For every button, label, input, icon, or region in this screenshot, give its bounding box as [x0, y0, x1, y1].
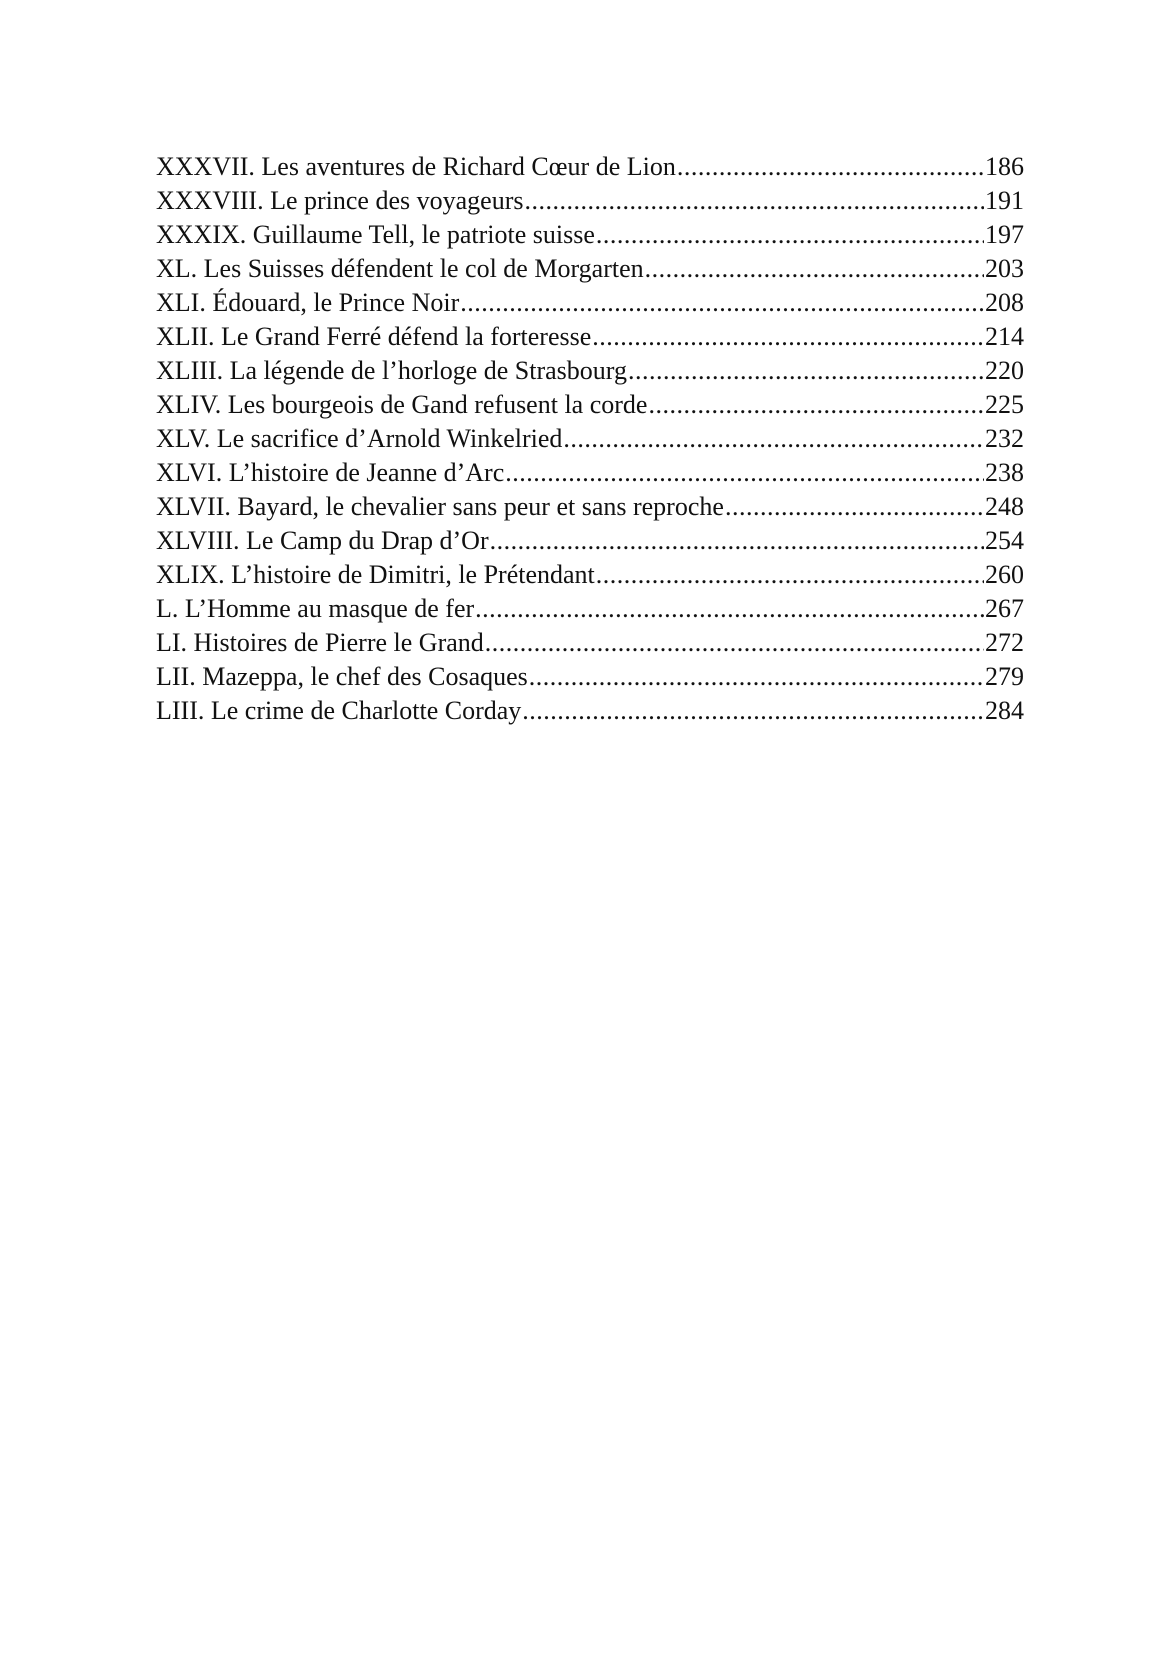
toc-entry — [156, 456, 1024, 490]
toc-entry-page: 254 — [985, 526, 1024, 555]
toc-entry-title: XLVIII. Le Camp du Drap d’Or — [156, 526, 489, 555]
toc-entry-title: LI. Histoires de Pierre le Grand — [156, 628, 484, 657]
toc-dot-leader — [490, 524, 984, 558]
toc-dot-leader — [592, 320, 984, 354]
toc-entry-title: LII. Mazeppa, le chef des Cosaques — [156, 662, 528, 691]
toc-entry-page: 203 — [985, 254, 1024, 283]
toc-entry — [156, 524, 1024, 558]
toc-entry-title: LIII. Le crime de Charlotte Corday — [156, 696, 522, 725]
toc-entry-page: 225 — [985, 390, 1024, 419]
toc-entry-page: 191 — [985, 186, 1024, 215]
toc-entry-page: 260 — [985, 560, 1024, 589]
toc-entry-title: XLI. Édouard, le Prince Noir — [156, 288, 460, 317]
toc-dot-leader — [529, 660, 984, 694]
toc-entry-title: XXXVII. Les aventures de Richard Cœur de Lion — [156, 152, 676, 181]
toc-entry-page: 238 — [985, 458, 1024, 487]
toc-entry-title: XLVI. L’histoire de Jeanne d’Arc — [156, 458, 505, 487]
toc-entry-page: 232 — [985, 424, 1024, 453]
toc-entry-title: XLII. Le Grand Ferré défend la forteresse — [156, 322, 592, 351]
toc-dot-leader — [524, 184, 984, 218]
toc-entry — [156, 558, 1024, 592]
toc-entry-page: 284 — [985, 696, 1024, 725]
toc-entry-title: XLIX. L’histoire de Dimitri, le Prétendant — [156, 560, 595, 589]
toc-dot-leader — [648, 388, 984, 422]
toc-entry — [156, 218, 1024, 252]
toc-entry-title: XLIV. Les bourgeois de Gand refusent la corde — [156, 390, 648, 419]
toc-entry — [156, 388, 1024, 422]
toc-dot-leader — [475, 592, 984, 626]
toc-dot-leader — [596, 558, 984, 592]
toc-entry — [156, 184, 1024, 218]
toc-entry-page: 208 — [985, 288, 1024, 317]
toc-entry-page: 248 — [985, 492, 1024, 521]
toc-entry-title: XXXIX. Guillaume Tell, le patriote suisse — [156, 220, 595, 249]
toc-entry-page: 272 — [985, 628, 1024, 657]
toc-entry-page: 267 — [985, 594, 1024, 623]
toc-entry — [156, 286, 1024, 320]
toc-entry-title: XLIII. La légende de l’horloge de Strasbourg — [156, 356, 627, 385]
toc-entry-page: 220 — [985, 356, 1024, 385]
toc-dot-leader — [563, 422, 984, 456]
toc-entry-title: XL. Les Suisses défendent le col de Morgarten — [156, 254, 644, 283]
toc-entry-title: L. L’Homme au masque de fer — [156, 594, 475, 623]
toc-entry-title: XLV. Le sacrifice d’Arnold Winkelried — [156, 424, 563, 453]
toc-entry-page: 197 — [985, 220, 1024, 249]
toc-entry — [156, 252, 1024, 286]
toc-entry — [156, 490, 1024, 524]
toc-entry — [156, 660, 1024, 694]
toc-dot-leader — [677, 150, 984, 184]
toc-entry-title: XLVII. Bayard, le chevalier sans peur et sans reproche — [156, 492, 724, 521]
table-of-contents — [156, 150, 1024, 728]
toc-dot-leader — [460, 286, 984, 320]
toc-dot-leader — [725, 490, 984, 524]
toc-entry-title: XXXVIII. Le prince des voyageurs — [156, 186, 524, 215]
toc-entry — [156, 150, 1024, 184]
toc-entry-page: 279 — [985, 662, 1024, 691]
toc-entry — [156, 320, 1024, 354]
toc-dot-leader — [596, 218, 984, 252]
toc-entry-page: 186 — [985, 152, 1024, 181]
toc-entry — [156, 694, 1024, 728]
toc-entry — [156, 626, 1024, 660]
toc-dot-leader — [505, 456, 984, 490]
toc-dot-leader — [645, 252, 984, 286]
toc-dot-leader — [522, 694, 984, 728]
toc-dot-leader — [485, 626, 984, 660]
toc-entry — [156, 592, 1024, 626]
toc-entry — [156, 422, 1024, 456]
toc-entry-page: 214 — [985, 322, 1024, 351]
toc-dot-leader — [628, 354, 984, 388]
toc-entry — [156, 354, 1024, 388]
